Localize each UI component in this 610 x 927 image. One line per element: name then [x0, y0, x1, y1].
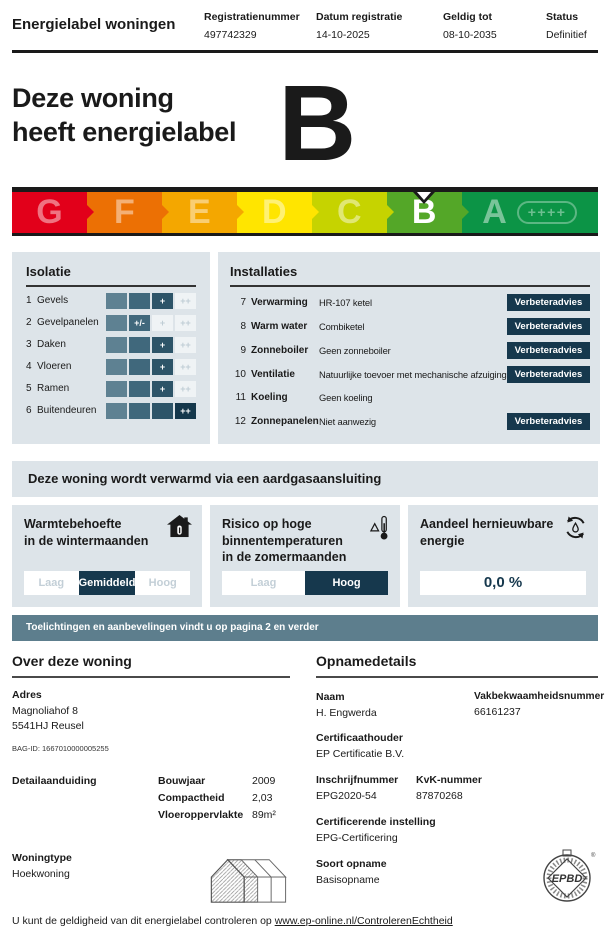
warmtebehoefte-options — [24, 571, 190, 595]
naam-label: Naam — [316, 690, 345, 703]
meta-datum-registratie — [316, 10, 443, 43]
fact-row — [158, 792, 290, 804]
footer — [12, 915, 598, 927]
title-line: in de wintermaanden — [24, 533, 149, 548]
row-value: Combiketel — [319, 320, 365, 332]
epbd-seal-icon — [538, 844, 596, 917]
certificaathouder-label: Certificaathouder — [316, 732, 403, 745]
bag-id: BAG-ID: 1667010000005255 — [12, 744, 109, 754]
inschrijfnummer-label: Inschrijfnummer — [316, 774, 399, 787]
section-heading: Opnamedetails — [316, 653, 598, 678]
isolatie-rows — [26, 293, 196, 419]
rating-box-level: + — [152, 381, 173, 397]
meta-registratienummer — [204, 10, 316, 43]
rating-box-level: +/- — [129, 315, 150, 331]
row-number: 10 — [234, 368, 246, 380]
energy-label-scale — [12, 187, 598, 236]
rating-box-filled — [129, 293, 150, 309]
certificerende-instelling-label: Certificerende instelling — [316, 815, 436, 828]
certificaathouder-value: EP Certificatie B.V. — [316, 748, 405, 761]
meta-status — [546, 10, 598, 43]
option-hoog[interactable]: Hoog — [305, 571, 388, 595]
row-label: Gevelpanelen — [37, 317, 99, 329]
isolatie-title: Isolatie — [26, 264, 196, 287]
label-segment-c — [312, 192, 387, 233]
active-label-notch-icon — [413, 192, 435, 204]
risico-title — [222, 516, 388, 567]
woning-facts — [12, 775, 290, 826]
row-label: Vloeren — [37, 361, 72, 373]
hero-section — [12, 62, 598, 184]
header — [12, 0, 598, 53]
toelichting-bar: Toelichtingen en aanbevelingen vindt u op pagina 2 en verder — [12, 615, 598, 641]
rating-boxes — [106, 381, 196, 397]
rating-box-level: + — [152, 359, 173, 375]
indicator-panels — [12, 505, 598, 607]
meta-value: 497742329 — [204, 29, 257, 42]
installatie-row-koeling — [230, 390, 590, 406]
details-panels — [12, 252, 598, 444]
risico-panel — [210, 505, 400, 607]
kvk-block — [416, 763, 598, 805]
label-segment-e — [162, 192, 237, 233]
rating-box-filled — [129, 337, 150, 353]
label-letter: F — [114, 192, 135, 231]
rating-box-filled — [106, 337, 127, 353]
rating-box-level: + — [152, 337, 173, 353]
isolatie-row-buitendeuren — [26, 403, 196, 419]
row-value: Niet aanwezig — [319, 415, 376, 427]
row-number: 7 — [240, 296, 246, 308]
naam-vakbekwaamheid-row — [316, 680, 605, 722]
rating-box-filled — [129, 359, 150, 375]
fact-value: 2,03 — [252, 792, 273, 805]
svg-text:®: ® — [591, 853, 596, 860]
section-heading: Over deze woning — [12, 653, 290, 678]
fact-value: 2009 — [252, 775, 276, 788]
rating-box-inactive: ++ — [175, 315, 196, 331]
segment-chevron-icon — [311, 204, 319, 220]
meta-label: Geldig tot — [443, 11, 492, 23]
installaties-panel — [218, 252, 600, 444]
meta-value: 08-10-2035 — [443, 29, 497, 42]
label-letter: G — [36, 192, 63, 231]
adres-value — [12, 704, 290, 736]
hernieuwbaar-panel — [408, 505, 598, 607]
warmtebehoefte-panel — [12, 505, 202, 607]
row-value: HR-107 ketel — [319, 296, 372, 308]
row-number: 6 — [26, 405, 32, 417]
rating-box-inactive: ++ — [175, 359, 196, 375]
row-label: Ramen — [37, 383, 70, 395]
installaties-rows — [230, 294, 590, 430]
meta-geldig-tot — [443, 10, 546, 43]
rating-boxes — [106, 293, 196, 309]
woningtype-label: Woningtype — [12, 852, 72, 865]
risico-options — [222, 571, 388, 595]
row-value: Geen koeling — [319, 392, 373, 404]
naam-block — [316, 680, 474, 722]
rating-box-filled — [129, 381, 150, 397]
row-number: 1 — [26, 295, 32, 307]
bottom-section — [12, 652, 605, 912]
verbeteradvies-button[interactable]: Verbeteradvies — [507, 413, 591, 430]
label-letter: D — [262, 192, 287, 231]
row-number: 11 — [235, 392, 246, 404]
rating-box-filled — [106, 359, 127, 375]
warmtebehoefte-title — [24, 516, 190, 550]
installatie-row-zonneboiler — [230, 342, 590, 359]
isolatie-panel — [12, 252, 210, 444]
segment-chevron-icon — [161, 204, 169, 220]
hernieuwbaar-title — [420, 516, 586, 550]
adres-line: 5541HJ Reusel — [12, 720, 84, 733]
naam-value: H. Engwerda — [316, 706, 377, 719]
rating-boxes — [106, 359, 196, 375]
page-title-line1: Deze woning — [12, 83, 174, 114]
soort-opname-label: Soort opname — [316, 857, 387, 870]
page-title — [12, 81, 236, 149]
isolatie-row-daken — [26, 337, 196, 353]
row-label: Zonnepanelen — [251, 415, 319, 427]
fact-label: Compactheid — [158, 792, 225, 805]
rating-box-filled — [152, 403, 173, 419]
rating-boxes — [106, 337, 196, 353]
opnamedetails — [316, 652, 605, 912]
installatie-row-ventilatie — [230, 366, 590, 383]
meta-value: 14-10-2025 — [316, 29, 370, 42]
label-letter: B — [411, 192, 437, 231]
rating-box-inactive: ++ — [175, 381, 196, 397]
isolatie-row-ramen — [26, 381, 196, 397]
woningtype-block — [12, 852, 290, 911]
rating-box-filled — [106, 403, 127, 419]
segment-chevron-icon — [86, 204, 94, 220]
verbeteradvies-button[interactable]: Verbeteradvies — [507, 342, 591, 359]
soort-opname-value: Basisopname — [316, 873, 380, 886]
row-label: Buitendeuren — [37, 405, 97, 417]
header-meta — [204, 10, 598, 43]
adres-label: Adres — [12, 688, 42, 701]
row-label: Warm water — [251, 320, 308, 332]
title-line: in de zomermaanden — [222, 550, 347, 565]
rating-box-inactive: + — [152, 315, 173, 331]
row-value: Geen zonneboiler — [319, 344, 391, 356]
fact-row — [158, 809, 290, 821]
inschrijfnummer-block — [316, 763, 416, 805]
fact-value: 89m² — [252, 809, 276, 822]
isolatie-row-gevelpanelen — [26, 315, 196, 331]
title-line: Aandeel hernieuwbare — [420, 516, 554, 531]
title-line: binnentemperaturen — [222, 533, 343, 548]
label-segment-g — [12, 192, 87, 233]
installatie-row-zonnepanelen — [230, 413, 590, 430]
vakbekwaamheid-value: 66161237 — [474, 705, 521, 718]
title-line: energie — [420, 533, 465, 548]
label-segment-a — [462, 192, 598, 233]
row-label: Koeling — [251, 392, 288, 404]
scale-segments — [12, 192, 598, 236]
rating-box-level: ++ — [175, 403, 196, 419]
isolatie-row-vloeren — [26, 359, 196, 375]
rating-boxes — [106, 315, 196, 331]
row-value: Natuurlijke toevoer met mechanische afzuiging — [319, 368, 507, 380]
row-label: Gevels — [37, 295, 69, 307]
woningtype-value: Hoekwoning — [12, 868, 70, 881]
meta-value: Definitief — [546, 29, 587, 42]
installaties-title: Installaties — [230, 264, 590, 287]
fact-label: Bouwjaar — [158, 775, 206, 788]
label-letter: C — [336, 192, 362, 231]
option-laag[interactable]: Laag — [222, 571, 305, 595]
row-number: 3 — [26, 339, 32, 351]
fact-label: Vloeroppervlakte — [158, 809, 244, 822]
vakbekwaamheid-block — [474, 680, 605, 722]
label-segment-b — [387, 192, 462, 233]
footer-text: U kunt de geldigheid van dit energielabel controleren op — [12, 915, 275, 927]
row-number: 5 — [26, 383, 32, 395]
verbeteradvies-button[interactable]: Verbeteradvies — [507, 294, 591, 311]
kvk-value: 87870268 — [416, 790, 463, 803]
meta-label: Datum registratie — [316, 11, 403, 23]
inschrijfnummer-value: EPG2020-54 — [316, 790, 377, 803]
rating-box-filled — [129, 403, 150, 419]
row-number: 2 — [26, 317, 32, 329]
kvk-label: KvK-nummer — [416, 774, 482, 787]
verbeteradvies-button[interactable]: Verbeteradvies — [507, 366, 591, 383]
row-label: Daken — [37, 339, 66, 351]
label-segment-d — [237, 192, 312, 233]
over-deze-woning — [12, 653, 290, 912]
house-thermometer-icon — [167, 515, 192, 543]
rating-box-level: + — [152, 293, 173, 309]
renewable-energy-value: 0,0 % — [420, 571, 586, 595]
rating-box-inactive: ++ — [175, 337, 196, 353]
facts-table — [158, 775, 290, 826]
hoekwoning-icon — [206, 852, 290, 911]
row-number: 12 — [234, 415, 246, 427]
energy-label-letter: B — [278, 62, 354, 184]
title-line: Warmtebehoefte — [24, 516, 122, 531]
certificerende-instelling-value: EPG-Certificering — [316, 831, 398, 844]
installatie-row-warm-water — [230, 318, 590, 335]
adres-line: Magnoliahof 8 — [12, 704, 78, 717]
thermometer-warning-icon — [369, 515, 390, 546]
row-label: Zonneboiler — [251, 344, 309, 356]
rating-box-inactive: ++ — [175, 293, 196, 309]
label-segment-f — [87, 192, 162, 233]
svg-text:EPBD: EPBD — [551, 873, 583, 886]
rating-box-filled — [106, 315, 127, 331]
row-number: 8 — [240, 320, 246, 332]
option-laag[interactable]: Laag — [24, 571, 79, 595]
document-title: Energielabel woningen — [12, 16, 176, 33]
rating-boxes — [106, 403, 196, 419]
row-label: Ventilatie — [251, 368, 295, 380]
detailaanduiding-label: Detailaanduiding — [12, 775, 97, 788]
meta-label: Status — [546, 11, 579, 23]
option-gemiddeld[interactable]: Gemiddeld — [79, 571, 136, 595]
verify-link[interactable]: www.ep-online.nl/ControlerenEchtheid — [274, 915, 453, 927]
segment-chevron-icon — [461, 204, 469, 220]
row-number: 9 — [240, 344, 246, 356]
fact-row — [158, 775, 290, 787]
installatie-row-verwarming — [230, 294, 590, 311]
rating-box-filled — [106, 381, 127, 397]
meta-label: Registratienummer — [204, 11, 300, 23]
renewable-energy-icon — [563, 515, 588, 545]
plus-badge: ++++ — [517, 201, 578, 224]
woningtype-text — [12, 852, 72, 883]
label-letter: A — [482, 192, 507, 231]
verbeteradvies-button[interactable]: Verbeteradvies — [507, 318, 591, 335]
vakbekwaamheid-label: Vakbekwaamheidsnummer — [474, 690, 605, 702]
inschrijf-kvk-row — [316, 763, 598, 805]
row-label: Verwarming — [251, 296, 308, 308]
title-line: Risico op hoge — [222, 516, 312, 531]
label-letter: E — [188, 192, 211, 231]
segment-chevron-icon — [386, 204, 394, 220]
row-number: 4 — [26, 361, 32, 373]
option-hoog[interactable]: Hoog — [135, 571, 190, 595]
segment-chevron-icon — [236, 204, 244, 220]
gas-connection-banner: Deze woning wordt verwarmd via een aardgasaansluiting — [12, 461, 598, 497]
page-title-line2: heeft energielabel — [12, 117, 237, 148]
isolatie-row-gevels — [26, 293, 196, 309]
rating-box-filled — [106, 293, 127, 309]
